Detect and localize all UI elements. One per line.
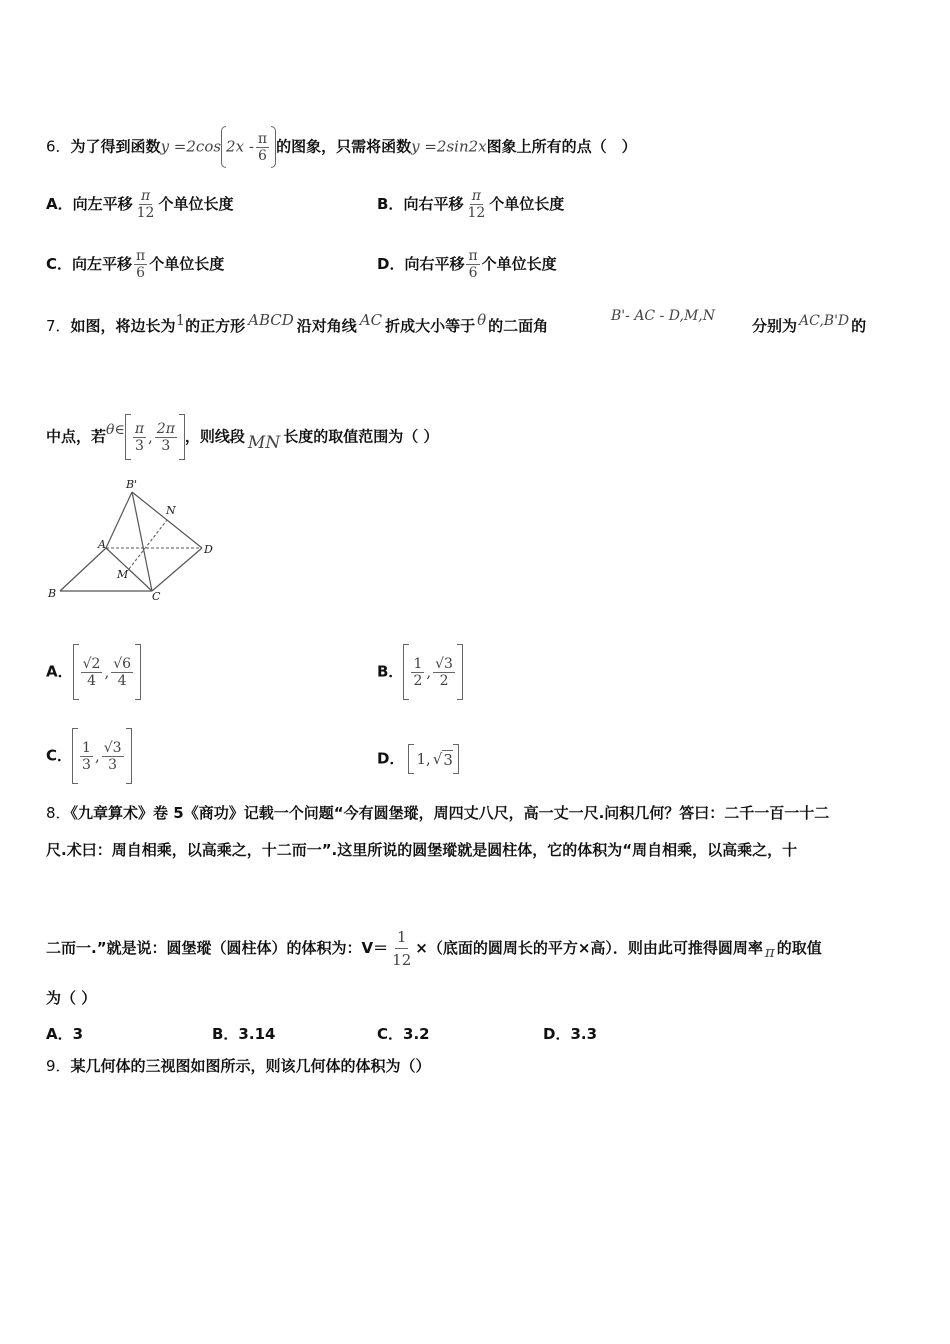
q9-text: 某几何体的三视图如图所示，则该几何体的体积为（）: [70, 1057, 431, 1075]
q7-option-c: [46, 728, 132, 784]
q7-c-frac1: [80, 740, 93, 773]
q7-figure: [44, 476, 224, 606]
q6-c-num: π: [136, 248, 146, 264]
q8-line4: [46, 988, 96, 1008]
label-a: A: [98, 538, 106, 551]
q7-a-label: A．: [46, 662, 73, 681]
q6-d-text1: 向右平移: [404, 255, 465, 273]
q7-mn: MN: [247, 432, 281, 453]
q8-line3: [46, 926, 822, 971]
q7-stem-line2: [46, 414, 438, 460]
q7-text-6: 分别为: [752, 317, 798, 335]
q7-c-frac2: [102, 740, 124, 773]
q6-option-c: [46, 248, 224, 281]
q7-text-9: ，则线段: [184, 427, 245, 446]
q6-d-text2: 个单位长度: [481, 255, 557, 273]
q7-c-n1: 1: [82, 739, 91, 756]
q7-b-d2: 2: [439, 672, 449, 689]
q7-d-right: [453, 744, 459, 774]
q7-interval-comma: ,: [148, 428, 153, 446]
q6-d-frac: [466, 248, 479, 281]
q9-stem: [46, 1056, 431, 1076]
q8-frac: [390, 926, 413, 971]
q9-number: 9．: [46, 1057, 71, 1075]
q6-func1-inner: 2x -: [226, 137, 254, 156]
q7-stem-line1: [46, 311, 549, 336]
label-d: D: [204, 543, 213, 556]
q6-b-text2: 个单位长度: [489, 195, 565, 213]
q6-a-frac: [135, 188, 157, 221]
q8-text-3b: ×（底面的圆周长的平方×高）．则由此可推得圆周率: [415, 939, 763, 957]
q7-text-10: 长度的取值范围为（ ）: [283, 427, 439, 446]
q7-interval-lo: [133, 421, 146, 454]
q8-option-b: B．3.14: [212, 1025, 276, 1043]
q7-c-n2: √3: [103, 739, 122, 756]
q7-interval-hi: [155, 421, 177, 454]
q7-lo-den: 3: [134, 437, 144, 454]
q7-b-left: [403, 644, 409, 700]
q7-text-5: 的二面角: [488, 317, 549, 335]
q7-b-label: B．: [377, 662, 404, 681]
q6-number: 6．: [46, 137, 71, 156]
label-n: N: [166, 504, 176, 517]
q8-number: 8．: [46, 804, 71, 822]
q7-b-frac2: [433, 656, 455, 689]
q8-option-d: D．3.3: [543, 1025, 598, 1043]
q7-a-interval: [73, 644, 141, 700]
q6-c-den: 6: [136, 265, 146, 281]
label-m: M: [117, 568, 129, 581]
q7-b-frac1: [411, 656, 424, 689]
q6-c-text1: 向左平移: [72, 255, 133, 273]
q7-a-d2: 4: [117, 672, 127, 689]
q7-b-right: [457, 644, 463, 700]
q7-c-label: C．: [46, 746, 73, 765]
q7-b-interval: [403, 644, 463, 700]
q7-ac: AC: [359, 311, 383, 329]
q7-b-d1: 2: [413, 672, 423, 689]
q7-text-2: 的正方形: [185, 317, 246, 335]
q7-a-n2: √6: [113, 655, 132, 672]
q6-text-1: 为了得到函数: [70, 137, 161, 156]
q6-option-b: [377, 188, 564, 221]
q6-option-d: [377, 248, 557, 281]
q7-b-comma: ,: [426, 663, 432, 681]
q8-frac-num: 1: [395, 926, 409, 949]
q7-dihedral: [611, 306, 715, 326]
q7-a-frac2: [111, 656, 133, 689]
q7-d-interval: [408, 744, 458, 774]
q6-text-2: 的图象，只需将函数: [276, 137, 412, 156]
q6-c-label: C．: [46, 255, 73, 273]
q7-option-a: [46, 644, 141, 700]
q7-abcd: ABCD: [248, 311, 294, 329]
q6-frac-num: π: [257, 130, 268, 147]
q7-d-sqrt-sign: √: [432, 750, 443, 768]
q6-stem: [46, 126, 637, 168]
edge-b1-c: [132, 492, 152, 591]
q7-c-left: [72, 728, 78, 784]
q7-c-comma: ,: [94, 747, 100, 765]
q8-text-2: 尺.术曰：周自相乘，以高乘之，十二而一”.这里所说的圆堡瑽就是圆柱体，它的体积为“周自相乘，以高乘之，十: [46, 841, 798, 859]
q7-interval-left: [125, 414, 131, 460]
q6-d-label: D．: [377, 255, 405, 273]
q6-a-text2: 个单位长度: [158, 195, 234, 213]
q8-text-3a: 二而一.”就是说：圆堡瑽（圆柱体）的体积为：V＝: [46, 939, 389, 957]
q7-d-val1: 1,: [416, 750, 431, 768]
q6-b-text1: 向右平移: [403, 195, 464, 213]
q6-func1-lhs: y =2cos: [160, 137, 222, 156]
q7-a-comma: ,: [104, 663, 110, 681]
q6-c-text2: 个单位长度: [149, 255, 225, 273]
edge-b-a: [60, 548, 106, 591]
q7-one: 1: [175, 311, 186, 329]
q8-text-4: 为（ ）: [46, 989, 97, 1007]
q6-d-num: π: [468, 248, 478, 264]
q7-theta-in: θ∈: [106, 421, 125, 438]
q7-b-n1: 1: [413, 655, 423, 672]
q6-a-label: A．: [46, 195, 73, 213]
q7-option-d: [377, 744, 459, 774]
label-b1: B': [126, 478, 138, 491]
q6-c-frac: [134, 248, 147, 281]
label-c: C: [152, 590, 161, 603]
q7-hi-den: 3: [161, 437, 171, 454]
q6-option-a: [46, 188, 233, 221]
q7-option-b: [377, 644, 463, 700]
q8-text-3c: 的取值: [776, 939, 822, 957]
q6-d-den: 6: [468, 265, 478, 281]
q7-d-val2: 3: [443, 750, 453, 769]
q7-stem-line1-end: [752, 313, 867, 337]
q6-text-3: 图象上所有的点（ ）: [486, 137, 637, 156]
q8-option-c: C．3.2: [377, 1025, 430, 1043]
q6-a-text1: 向左平移: [72, 195, 133, 213]
q7-d-label: D．: [377, 749, 405, 768]
q6-a-den: 12: [136, 205, 155, 221]
q8-option-a: A．3: [46, 1025, 84, 1043]
q7-text-4: 折成大小等于: [385, 317, 476, 335]
q8-pi: π: [764, 943, 775, 961]
q7-a-d1: 4: [87, 672, 96, 689]
edge-c-d: [152, 548, 202, 591]
q7-a-left: [73, 644, 79, 700]
q7-a-frac1: [81, 656, 103, 689]
q7-a-n1: √2: [82, 655, 101, 672]
q7-lo-num: π: [134, 420, 145, 437]
q8-text-1: 《九章算术》卷 5《商功》记载一个问题“今有圆堡瑽，周四丈八尺，高一丈一尺.问积几何？答曰：二千一百一十二: [70, 804, 830, 822]
q7-dihedral-expr: B'- AC - D,M,N: [611, 308, 715, 324]
q8-line1: [46, 803, 829, 823]
q7-text-3: 沿对角线: [296, 317, 357, 335]
q6-a-num: π: [140, 188, 151, 204]
segment-mn-dashed: [129, 520, 167, 569]
q7-b-n2: √3: [435, 655, 453, 672]
q7-c-d1: 3: [82, 756, 91, 773]
q7-interval: [125, 414, 185, 460]
q6-b-den: 12: [467, 205, 486, 221]
q7-acbd: AC,B'D: [799, 313, 850, 329]
q6-b-num: π: [471, 188, 481, 204]
q7-text-7: 的: [851, 317, 867, 335]
q7-text-8: 中点，若: [46, 427, 107, 446]
q7-c-right: [126, 728, 132, 784]
q6-frac-den: 6: [258, 147, 267, 164]
q8-frac-den: 12: [392, 951, 412, 969]
q6-b-label: B．: [377, 195, 404, 213]
label-b: B: [48, 587, 57, 600]
q7-number: 7．: [46, 317, 71, 335]
q7-c-interval: [72, 728, 132, 784]
q6-func2: y =2sin2x: [411, 137, 487, 156]
q7-theta: θ: [477, 311, 487, 329]
q8-line2: [46, 840, 797, 860]
q7-c-d2: 3: [108, 756, 118, 773]
q7-text-1: 如图，将边长为: [70, 317, 176, 335]
q7-a-right: [135, 644, 141, 700]
q6-frac-pi-6: [256, 131, 269, 164]
q7-hi-num: 2π: [156, 420, 175, 437]
edge-a-b1: [106, 492, 132, 548]
q6-b-frac: [465, 188, 487, 221]
